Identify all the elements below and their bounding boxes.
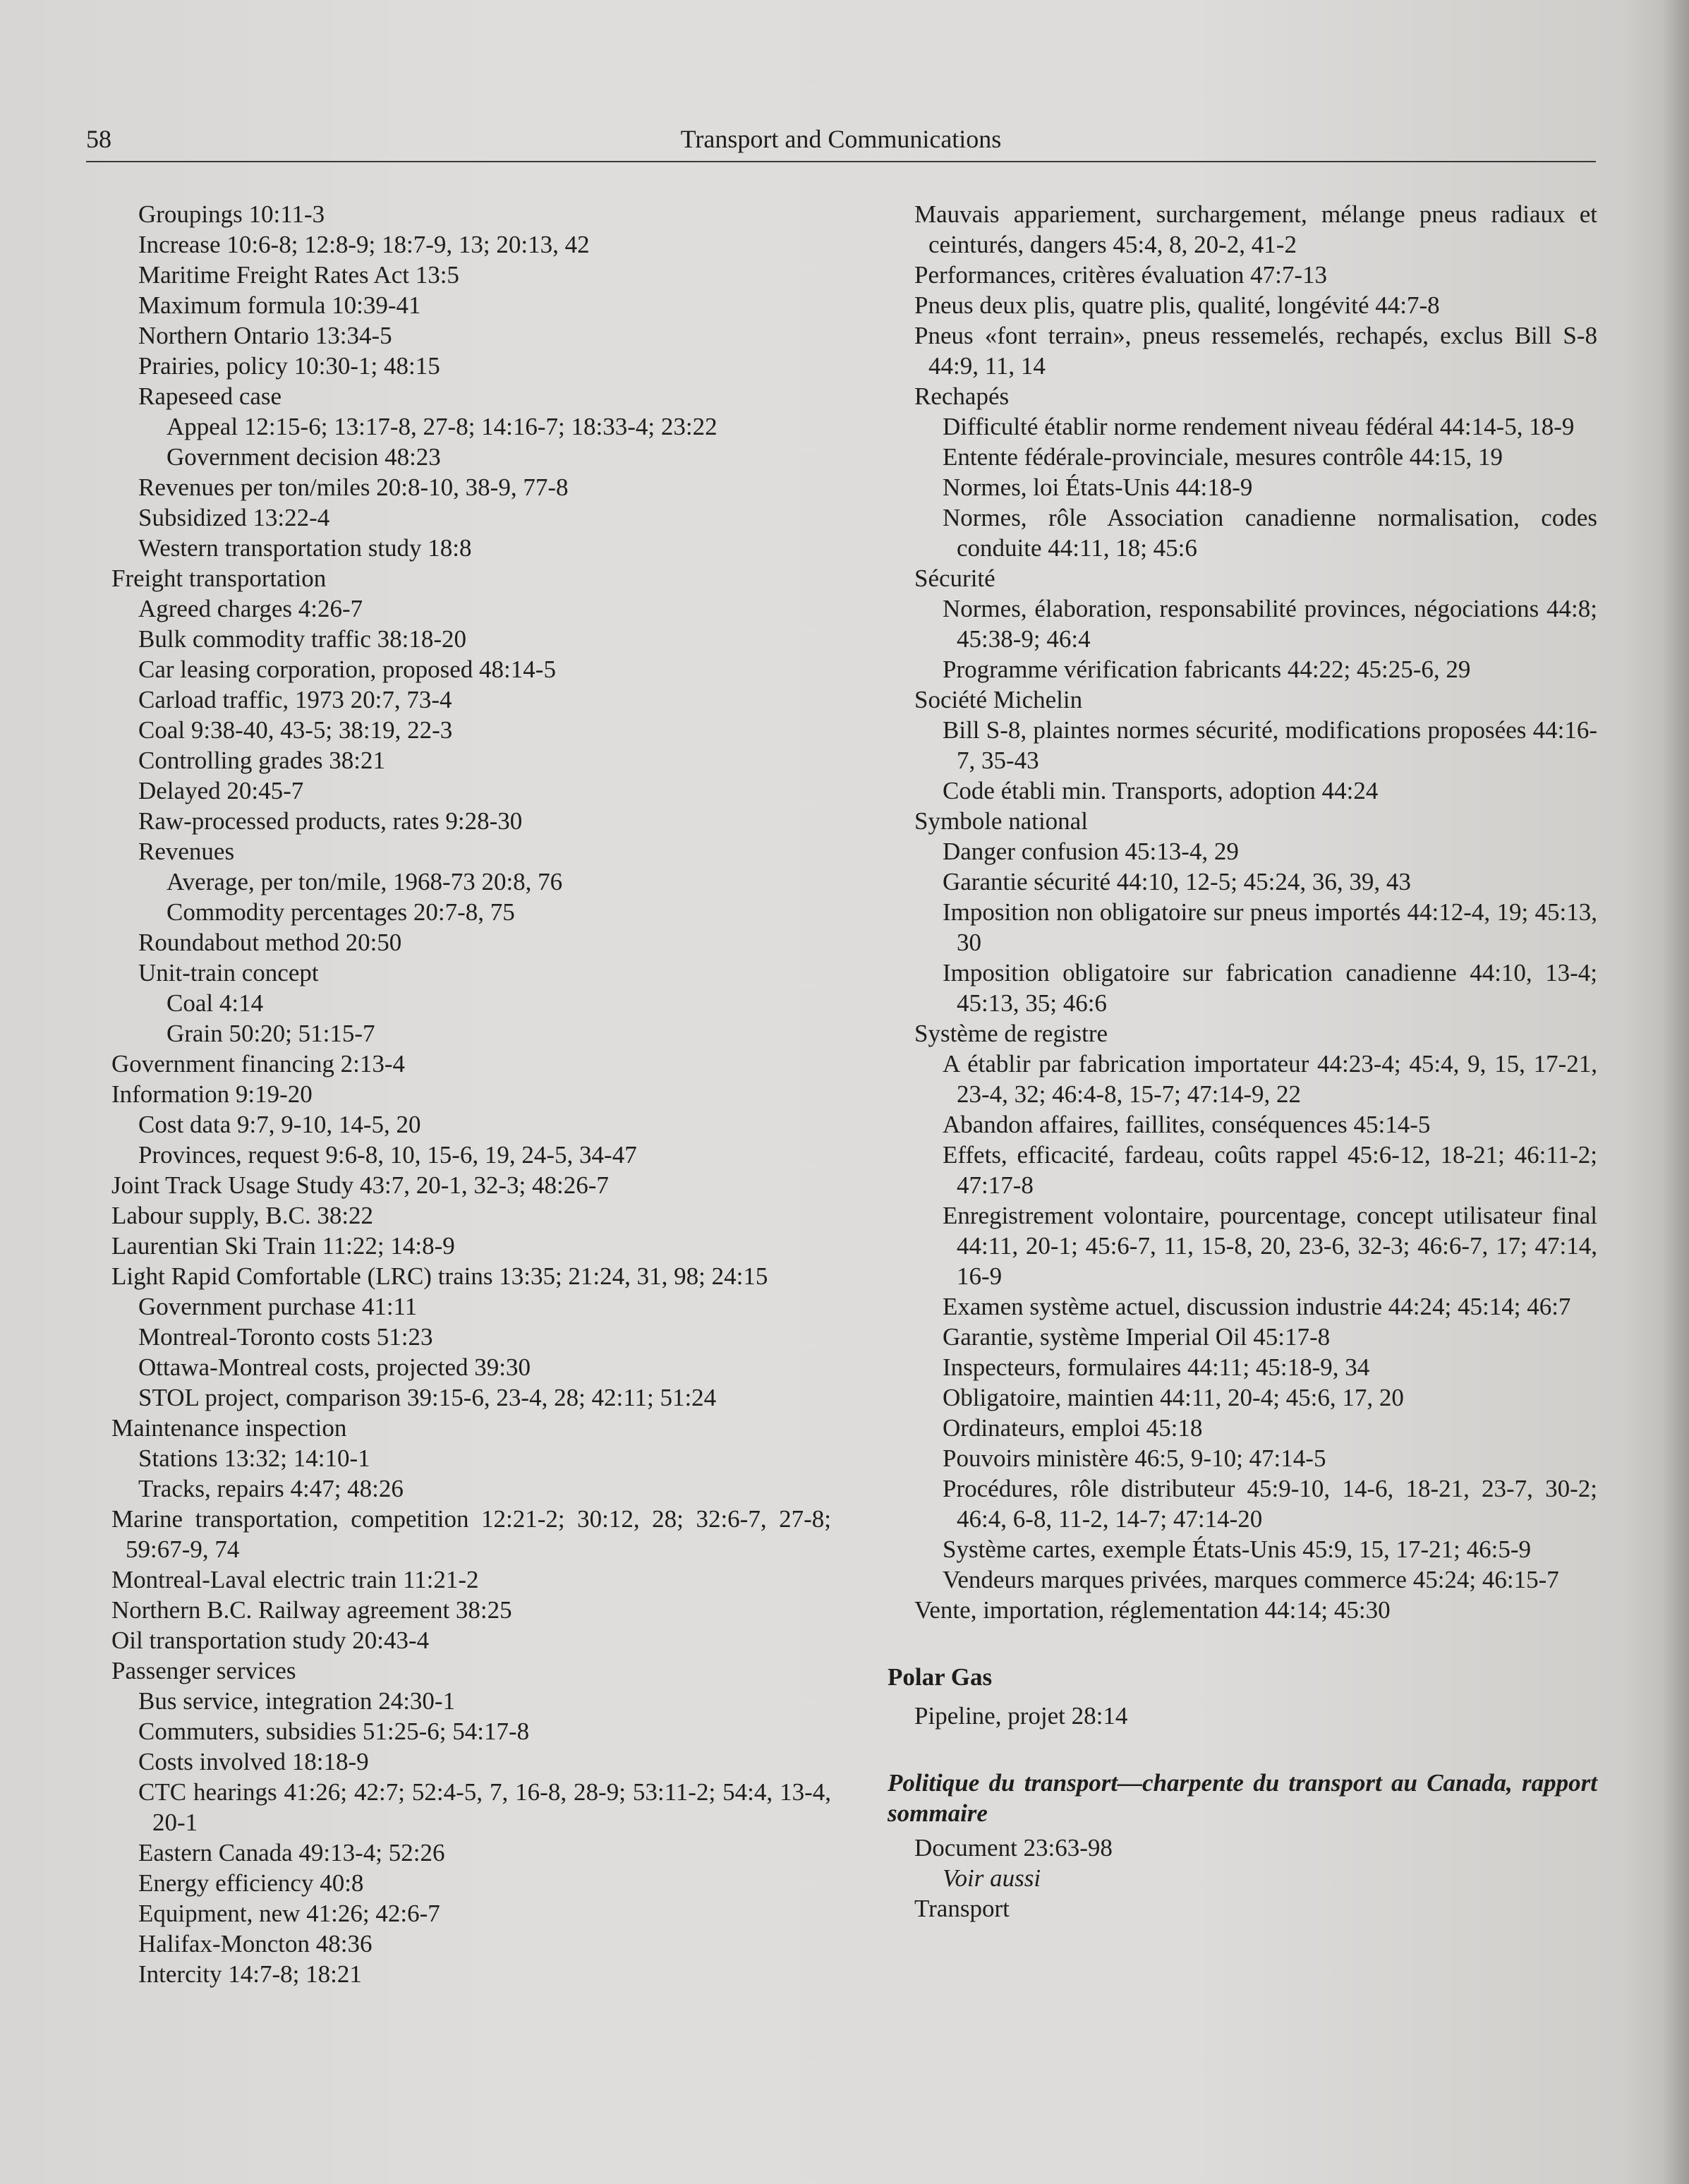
index-entry: Entente fédérale-provinciale, mesures contrôle 44:15, 19 — [943, 443, 1503, 471]
politique-heading: Politique du transport—charpente du transport au Canada, rapport sommaire — [888, 1769, 1597, 1827]
index-entry: Controlling grades 38:21 — [138, 747, 385, 774]
index-entry: Laurentian Ski Train 11:22; 14:8-9 — [111, 1232, 455, 1260]
index-entry: Bus service, integration 24:30-1 — [138, 1687, 456, 1715]
index-entry: Procédures, rôle distributeur 45:9-10, 14-6, 18-21, 23-7, 30-2; 46:4, 6-8, 11-2, 14-7; 47:14-20 — [943, 1475, 1597, 1533]
index-entry: Normes, rôle Association canadienne normalisation, codes conduite 44:11, 18; 45:6 — [943, 504, 1597, 562]
index-entry: Government financing 2:13-4 — [111, 1050, 406, 1078]
index-entry: Inspecteurs, formulaires 44:11; 45:18-9, 34 — [943, 1353, 1370, 1381]
index-entry: CTC hearings 41:26; 42:7; 52:4-5, 7, 16-8, 28-9; 53:11-2; 54:4, 13-4, 20-1 — [138, 1778, 831, 1836]
index-column-right — [888, 199, 1597, 1924]
index-entry: Northern B.C. Railway agreement 38:25 — [111, 1596, 512, 1624]
index-entry: Effets, efficacité, fardeau, coûts rappel 45:6-12, 18-21; 46:11-2; 47:17-8 — [943, 1141, 1597, 1199]
index-entry: Provinces, request 9:6-8, 10, 15-6, 19, 24-5, 34-47 — [138, 1141, 637, 1169]
index-entry: STOL project, comparison 39:15-6, 23-4, 28; 42:11; 51:24 — [138, 1384, 717, 1411]
polar-gas-heading: Polar Gas — [888, 1663, 993, 1691]
index-entry: Maximum formula 10:39-41 — [138, 291, 421, 319]
index-entry: Commodity percentages 20:7-8, 75 — [167, 898, 515, 926]
index-entry: Roundabout method 20:50 — [138, 929, 402, 956]
index-entry: Enregistrement volontaire, pourcentage, concept utilisateur final 44:11, 20-1; 45:6-7, 11, 15-8, 20, 23-6, 32-3; 46:6-7, 17; 47:14, 16-9 — [943, 1202, 1597, 1290]
right-entries — [888, 199, 1597, 1625]
index-entry: Montreal-Toronto costs 51:23 — [138, 1323, 433, 1351]
index-entry: Montreal-Laval electric train 11:21-2 — [111, 1566, 479, 1593]
index-entry: Tracks, repairs 4:47; 48:26 — [138, 1475, 404, 1502]
index-entry: A établir par fabrication importateur 44:23-4; 45:4, 9, 15, 17-21, 23-4, 32; 46:4-8, 15-7; 47:14-9, 22 — [943, 1050, 1597, 1108]
index-entry: Danger confusion 45:13-4, 29 — [943, 838, 1239, 865]
see-also-label: Voir aussi — [943, 1864, 1041, 1892]
index-entry: Intercity 14:7-8; 18:21 — [138, 1960, 362, 1988]
index-entry: Imposition non obligatoire sur pneus importés 44:12-4, 19; 45:13, 30 — [943, 898, 1597, 956]
index-entry: Labour supply, B.C. 38:22 — [111, 1202, 374, 1229]
index-entry: Société Michelin — [914, 686, 1083, 713]
index-entry: Increase 10:6-8; 12:8-9; 18:7-9, 13; 20:13, 42 — [138, 231, 590, 258]
index-entry: Delayed 20:45-7 — [138, 777, 304, 804]
index-entry: Costs involved 18:18-9 — [138, 1748, 369, 1775]
index-entry: Abandon affaires, faillites, conséquences 45:14-5 — [943, 1111, 1431, 1138]
polar-gas-entry: Pipeline, projet 28:14 — [914, 1702, 1128, 1730]
index-entry: Pneus deux plis, quatre plis, qualité, longévité 44:7-8 — [914, 291, 1440, 319]
index-entry: Coal 4:14 — [167, 989, 264, 1017]
index-entry: Equipment, new 41:26; 42:6-7 — [138, 1900, 440, 1927]
index-entry: Agreed charges 4:26-7 — [138, 595, 363, 622]
index-entry: Carload traffic, 1973 20:7, 73-4 — [138, 686, 452, 713]
index-entry: Imposition obligatoire sur fabrication canadienne 44:10, 13-4; 45:13, 35; 46:6 — [943, 959, 1597, 1017]
index-entry: Vente, importation, réglementation 44:14; 45:30 — [914, 1596, 1391, 1624]
index-entry: Northern Ontario 13:34-5 — [138, 322, 392, 349]
index-entry: Mauvais appariement, surchargement, mélange pneus radiaux et ceinturés, dangers 45:4, 8, 20-2, 41-2 — [914, 200, 1597, 258]
index-entry: Appeal 12:15-6; 13:17-8, 27-8; 14:16-7; 18:33-4; 23:22 — [167, 413, 718, 440]
index-entry: Joint Track Usage Study 43:7, 20-1, 32-3; 48:26-7 — [111, 1171, 609, 1199]
index-entry: Difficulté établir norme rendement niveau fédéral 44:14-5, 18-9 — [943, 413, 1575, 440]
index-entry: Examen système actuel, discussion industrie 44:24; 45:14; 46:7 — [943, 1293, 1571, 1320]
index-entry: Système de registre — [914, 1020, 1108, 1047]
index-entry: Revenues per ton/miles 20:8-10, 38-9, 77-8 — [138, 473, 569, 501]
index-entry: Energy efficiency 40:8 — [138, 1869, 364, 1897]
index-entry: Bill S-8, plaintes normes sécurité, modifications proposées 44:16-7, 35-43 — [943, 716, 1597, 774]
index-entry: Bulk commodity traffic 38:18-20 — [138, 625, 466, 653]
index-entry: Stations 13:32; 14:10-1 — [138, 1444, 370, 1472]
index-entry: Pouvoirs ministère 46:5, 9-10; 47:14-5 — [943, 1444, 1326, 1472]
index-entry: Freight transportation — [111, 565, 327, 592]
index-entry: Symbole national — [914, 807, 1088, 835]
index-entry: Vendeurs marques privées, marques commerce 45:24; 46:15-7 — [943, 1566, 1559, 1593]
index-entry: Car leasing corporation, proposed 48:14-5 — [138, 656, 556, 683]
index-entry: Groupings 10:11-3 — [138, 200, 325, 228]
index-entry: Eastern Canada 49:13-4; 52:26 — [138, 1839, 445, 1866]
index-entry: Garantie sécurité 44:10, 12-5; 45:24, 36, 39, 43 — [943, 868, 1411, 895]
index-entry: Western transportation study 18:8 — [138, 534, 472, 562]
index-entry: Raw-processed products, rates 9:28-30 — [138, 807, 523, 835]
index-entry: Coal 9:38-40, 43-5; 38:19, 22-3 — [138, 716, 453, 744]
index-entry: Marine transportation, competition 12:21-2; 30:12, 28; 32:6-7, 27-8; 59:67-9, 74 — [111, 1505, 831, 1563]
index-entry: Obligatoire, maintien 44:11, 20-4; 45:6, 17, 20 — [943, 1384, 1404, 1411]
spacer — [888, 1625, 1597, 1662]
see-also-target: Transport — [914, 1895, 1010, 1922]
index-entry: Passenger services — [111, 1657, 296, 1684]
index-entry: Ordinateurs, emploi 45:18 — [943, 1414, 1203, 1442]
index-entry: Pneus «font terrain», pneus ressemelés, rechapés, exclus Bill S-8 44:9, 11, 14 — [914, 322, 1597, 380]
index-entry: Programme vérification fabricants 44:22; 45:25-6, 29 — [943, 656, 1471, 683]
running-title: Transport and Communications — [680, 125, 1002, 153]
page-edge-shadow — [1661, 0, 1689, 2184]
index-entry: Prairies, policy 10:30-1; 48:15 — [138, 352, 440, 380]
index-entry: Rapeseed case — [138, 382, 282, 410]
header-rule — [86, 161, 1596, 162]
index-entry: Sécurité — [914, 565, 995, 592]
index-entry: Information 9:19-20 — [111, 1080, 313, 1108]
politique-document: Document 23:63-98 — [914, 1834, 1113, 1862]
index-entry: Système cartes, exemple États-Unis 45:9, 15, 17-21; 46:5-9 — [943, 1536, 1532, 1563]
index-entry: Average, per ton/mile, 1968-73 20:8, 76 — [167, 868, 563, 895]
index-entry: Commuters, subsidies 51:25-6; 54:17-8 — [138, 1718, 530, 1745]
index-entry: Unit-train concept — [138, 959, 319, 987]
index-entry: Ottawa-Montreal costs, projected 39:30 — [138, 1353, 531, 1381]
index-entry: Maritime Freight Rates Act 13:5 — [138, 261, 459, 289]
index-entry: Light Rapid Comfortable (LRC) trains 13:35; 21:24, 31, 98; 24:15 — [111, 1262, 768, 1290]
spacer — [888, 1692, 1597, 1701]
index-column-left — [111, 199, 831, 1989]
index-entry: Garantie, système Imperial Oil 45:17-8 — [943, 1323, 1331, 1351]
index-entry: Revenues — [138, 838, 235, 865]
index-entry: Oil transportation study 20:43-4 — [111, 1627, 430, 1654]
index-entry: Maintenance inspection — [111, 1414, 347, 1442]
spacer — [888, 1731, 1597, 1768]
index-entry: Subsidized 13:22-4 — [138, 504, 330, 531]
index-entry: Rechapés — [914, 382, 1010, 410]
index-entry: Performances, critères évaluation 47:7-13 — [914, 261, 1328, 289]
index-entry: Government purchase 41:11 — [138, 1293, 418, 1320]
index-entry: Code établi min. Transports, adoption 44:24 — [943, 777, 1379, 804]
index-entry: Halifax-Moncton 48:36 — [138, 1930, 373, 1957]
index-entry: Normes, loi États-Unis 44:18-9 — [943, 473, 1253, 501]
index-entry: Grain 50:20; 51:15-7 — [167, 1020, 375, 1047]
page-number: 58 — [86, 125, 111, 153]
index-entry: Normes, élaboration, responsabilité provinces, négociations 44:8; 45:38-9; 46:4 — [943, 595, 1597, 653]
index-entry: Government decision 48:23 — [167, 443, 441, 471]
page-header — [86, 124, 1596, 159]
index-entry: Cost data 9:7, 9-10, 14-5, 20 — [138, 1111, 421, 1138]
